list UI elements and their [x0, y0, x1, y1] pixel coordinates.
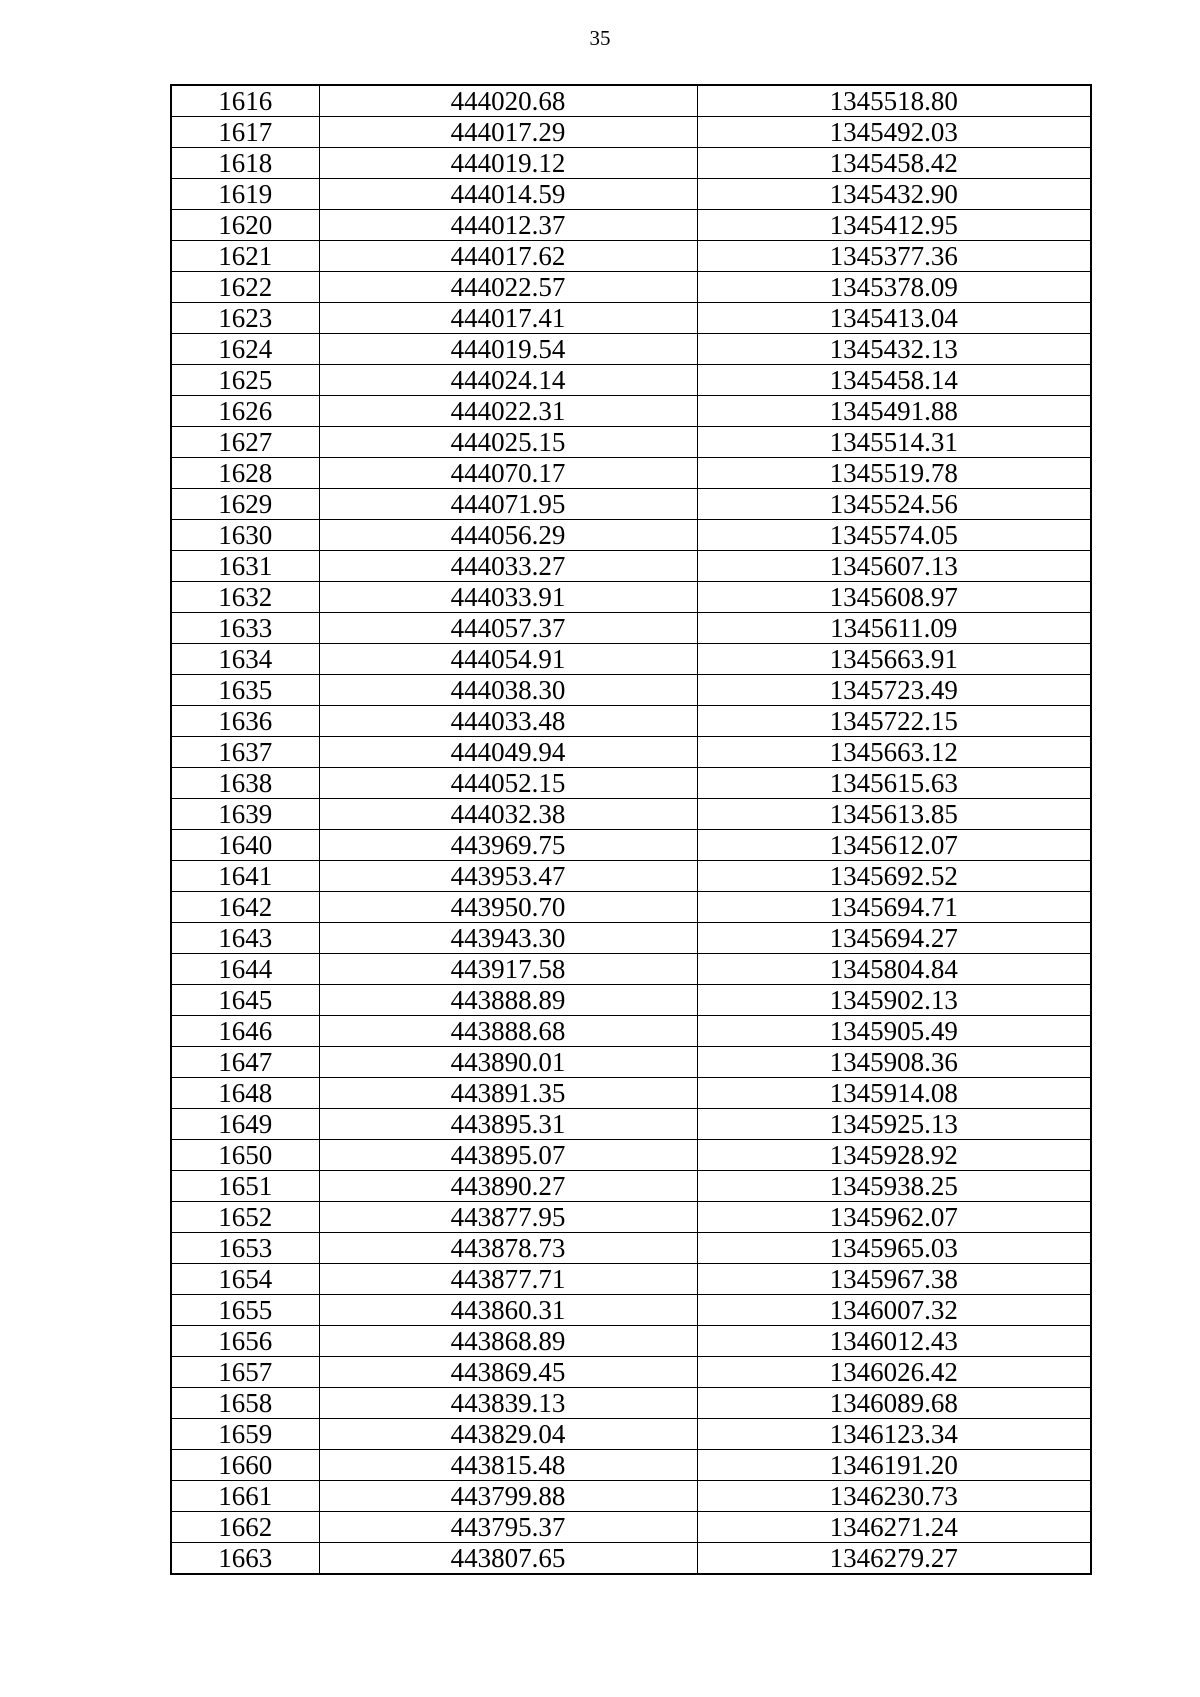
table-row	[171, 272, 1091, 303]
point-number-cell: 1627	[171, 427, 319, 458]
table-row	[171, 861, 1091, 892]
point-number-cell: 1618	[171, 148, 319, 179]
y-coordinate-cell: 1346026.42	[697, 1357, 1091, 1388]
x-coordinate-cell: 444012.37	[319, 210, 697, 241]
point-number-cell: 1630	[171, 520, 319, 551]
y-coordinate-cell: 1345694.27	[697, 923, 1091, 954]
table-row	[171, 830, 1091, 861]
y-coordinate-cell: 1346191.20	[697, 1450, 1091, 1481]
table-row	[171, 1326, 1091, 1357]
table-row	[171, 954, 1091, 985]
point-number-cell: 1634	[171, 644, 319, 675]
point-number-cell: 1644	[171, 954, 319, 985]
table-row	[171, 1078, 1091, 1109]
table-row	[171, 520, 1091, 551]
table-row	[171, 923, 1091, 954]
point-number-cell: 1653	[171, 1233, 319, 1264]
point-number-cell: 1637	[171, 737, 319, 768]
table-row	[171, 644, 1091, 675]
y-coordinate-cell: 1345925.13	[697, 1109, 1091, 1140]
x-coordinate-cell: 443839.13	[319, 1388, 697, 1419]
y-coordinate-cell: 1345914.08	[697, 1078, 1091, 1109]
y-coordinate-cell: 1345722.15	[697, 706, 1091, 737]
point-number-cell: 1640	[171, 830, 319, 861]
y-coordinate-cell: 1345458.42	[697, 148, 1091, 179]
table-row	[171, 334, 1091, 365]
y-coordinate-cell: 1346012.43	[697, 1326, 1091, 1357]
y-coordinate-cell: 1345608.97	[697, 582, 1091, 613]
y-coordinate-cell: 1345412.95	[697, 210, 1091, 241]
table-row	[171, 303, 1091, 334]
x-coordinate-cell: 444022.57	[319, 272, 697, 303]
point-number-cell: 1646	[171, 1016, 319, 1047]
x-coordinate-cell: 444038.30	[319, 675, 697, 706]
table-row	[171, 85, 1091, 117]
y-coordinate-cell: 1345905.49	[697, 1016, 1091, 1047]
x-coordinate-cell: 444071.95	[319, 489, 697, 520]
y-coordinate-cell: 1345908.36	[697, 1047, 1091, 1078]
y-coordinate-cell: 1345432.13	[697, 334, 1091, 365]
x-coordinate-cell: 443890.27	[319, 1171, 697, 1202]
x-coordinate-cell: 443807.65	[319, 1543, 697, 1575]
table-row	[171, 1388, 1091, 1419]
coordinates-table	[170, 84, 1092, 1575]
point-number-cell: 1660	[171, 1450, 319, 1481]
y-coordinate-cell: 1345491.88	[697, 396, 1091, 427]
point-number-cell: 1663	[171, 1543, 319, 1575]
y-coordinate-cell: 1345514.31	[697, 427, 1091, 458]
page-number: 35	[589, 26, 611, 50]
y-coordinate-cell: 1345965.03	[697, 1233, 1091, 1264]
x-coordinate-cell: 443878.73	[319, 1233, 697, 1264]
point-number-cell: 1655	[171, 1295, 319, 1326]
y-coordinate-cell: 1345524.56	[697, 489, 1091, 520]
y-coordinate-cell: 1346230.73	[697, 1481, 1091, 1512]
table-row	[171, 365, 1091, 396]
point-number-cell: 1649	[171, 1109, 319, 1140]
x-coordinate-cell: 443891.35	[319, 1078, 697, 1109]
x-coordinate-cell: 444014.59	[319, 179, 697, 210]
x-coordinate-cell: 443829.04	[319, 1419, 697, 1450]
x-coordinate-cell: 444020.68	[319, 85, 697, 117]
table-row	[171, 241, 1091, 272]
x-coordinate-cell: 443969.75	[319, 830, 697, 861]
y-coordinate-cell: 1345692.52	[697, 861, 1091, 892]
x-coordinate-cell: 444049.94	[319, 737, 697, 768]
x-coordinate-cell: 443877.71	[319, 1264, 697, 1295]
table-row	[171, 1109, 1091, 1140]
point-number-cell: 1657	[171, 1357, 319, 1388]
y-coordinate-cell: 1345928.92	[697, 1140, 1091, 1171]
point-number-cell: 1632	[171, 582, 319, 613]
point-number-cell: 1650	[171, 1140, 319, 1171]
y-coordinate-cell: 1346279.27	[697, 1543, 1091, 1575]
x-coordinate-cell: 443860.31	[319, 1295, 697, 1326]
point-number-cell: 1624	[171, 334, 319, 365]
y-coordinate-cell: 1345613.85	[697, 799, 1091, 830]
x-coordinate-cell: 443888.89	[319, 985, 697, 1016]
y-coordinate-cell: 1345518.80	[697, 85, 1091, 117]
x-coordinate-cell: 443877.95	[319, 1202, 697, 1233]
x-coordinate-cell: 444017.62	[319, 241, 697, 272]
point-number-cell: 1622	[171, 272, 319, 303]
x-coordinate-cell: 444022.31	[319, 396, 697, 427]
point-number-cell: 1633	[171, 613, 319, 644]
x-coordinate-cell: 443869.45	[319, 1357, 697, 1388]
x-coordinate-cell: 444017.41	[319, 303, 697, 334]
table-row	[171, 1264, 1091, 1295]
point-number-cell: 1656	[171, 1326, 319, 1357]
y-coordinate-cell: 1345377.36	[697, 241, 1091, 272]
point-number-cell: 1628	[171, 458, 319, 489]
point-number-cell: 1654	[171, 1264, 319, 1295]
x-coordinate-cell: 443815.48	[319, 1450, 697, 1481]
x-coordinate-cell: 444056.29	[319, 520, 697, 551]
x-coordinate-cell: 444052.15	[319, 768, 697, 799]
point-number-cell: 1638	[171, 768, 319, 799]
y-coordinate-cell: 1345962.07	[697, 1202, 1091, 1233]
y-coordinate-cell: 1346123.34	[697, 1419, 1091, 1450]
y-coordinate-cell: 1345663.91	[697, 644, 1091, 675]
x-coordinate-cell: 444033.48	[319, 706, 697, 737]
y-coordinate-cell: 1345663.12	[697, 737, 1091, 768]
point-number-cell: 1641	[171, 861, 319, 892]
point-number-cell: 1639	[171, 799, 319, 830]
y-coordinate-cell: 1345432.90	[697, 179, 1091, 210]
table-row	[171, 1419, 1091, 1450]
point-number-cell: 1647	[171, 1047, 319, 1078]
table-row	[171, 1233, 1091, 1264]
table-row	[171, 489, 1091, 520]
x-coordinate-cell: 443943.30	[319, 923, 697, 954]
x-coordinate-cell: 443953.47	[319, 861, 697, 892]
point-number-cell: 1620	[171, 210, 319, 241]
y-coordinate-cell: 1345607.13	[697, 551, 1091, 582]
table-row	[171, 1016, 1091, 1047]
point-number-cell: 1658	[171, 1388, 319, 1419]
x-coordinate-cell: 443950.70	[319, 892, 697, 923]
table-row	[171, 613, 1091, 644]
point-number-cell: 1631	[171, 551, 319, 582]
table-row	[171, 427, 1091, 458]
point-number-cell: 1619	[171, 179, 319, 210]
x-coordinate-cell: 443890.01	[319, 1047, 697, 1078]
point-number-cell: 1648	[171, 1078, 319, 1109]
point-number-cell: 1617	[171, 117, 319, 148]
point-number-cell: 1659	[171, 1419, 319, 1450]
x-coordinate-cell: 444033.27	[319, 551, 697, 582]
y-coordinate-cell: 1345492.03	[697, 117, 1091, 148]
x-coordinate-cell: 444070.17	[319, 458, 697, 489]
x-coordinate-cell: 444025.15	[319, 427, 697, 458]
y-coordinate-cell: 1345611.09	[697, 613, 1091, 644]
y-coordinate-cell: 1345804.84	[697, 954, 1091, 985]
point-number-cell: 1625	[171, 365, 319, 396]
x-coordinate-cell: 443888.68	[319, 1016, 697, 1047]
y-coordinate-cell: 1346007.32	[697, 1295, 1091, 1326]
point-number-cell: 1652	[171, 1202, 319, 1233]
table-row	[171, 1140, 1091, 1171]
y-coordinate-cell: 1345694.71	[697, 892, 1091, 923]
point-number-cell: 1661	[171, 1481, 319, 1512]
y-coordinate-cell: 1345378.09	[697, 272, 1091, 303]
x-coordinate-cell: 443799.88	[319, 1481, 697, 1512]
x-coordinate-cell: 444032.38	[319, 799, 697, 830]
y-coordinate-cell: 1345413.04	[697, 303, 1091, 334]
table-row	[171, 148, 1091, 179]
x-coordinate-cell: 444033.91	[319, 582, 697, 613]
point-number-cell: 1621	[171, 241, 319, 272]
point-number-cell: 1623	[171, 303, 319, 334]
point-number-cell: 1645	[171, 985, 319, 1016]
x-coordinate-cell: 443917.58	[319, 954, 697, 985]
y-coordinate-cell: 1345458.14	[697, 365, 1091, 396]
table-row	[171, 985, 1091, 1016]
table-row	[171, 396, 1091, 427]
point-number-cell: 1643	[171, 923, 319, 954]
table-row	[171, 1512, 1091, 1543]
table-row	[171, 458, 1091, 489]
table-row	[171, 1202, 1091, 1233]
table-row	[171, 582, 1091, 613]
x-coordinate-cell: 443895.31	[319, 1109, 697, 1140]
y-coordinate-cell: 1345967.38	[697, 1264, 1091, 1295]
y-coordinate-cell: 1346271.24	[697, 1512, 1091, 1543]
x-coordinate-cell: 444054.91	[319, 644, 697, 675]
coordinates-table-body	[171, 85, 1091, 1574]
x-coordinate-cell: 444019.54	[319, 334, 697, 365]
table-row	[171, 1481, 1091, 1512]
point-number-cell: 1642	[171, 892, 319, 923]
table-row	[171, 675, 1091, 706]
table-row	[171, 706, 1091, 737]
point-number-cell: 1651	[171, 1171, 319, 1202]
table-row	[171, 1543, 1091, 1575]
table-row	[171, 892, 1091, 923]
x-coordinate-cell: 443868.89	[319, 1326, 697, 1357]
table-row	[171, 737, 1091, 768]
x-coordinate-cell: 444024.14	[319, 365, 697, 396]
point-number-cell: 1616	[171, 85, 319, 117]
table-row	[171, 551, 1091, 582]
table-row	[171, 1357, 1091, 1388]
point-number-cell: 1635	[171, 675, 319, 706]
table-row	[171, 1450, 1091, 1481]
y-coordinate-cell: 1346089.68	[697, 1388, 1091, 1419]
table-row	[171, 768, 1091, 799]
table-row	[171, 117, 1091, 148]
point-number-cell: 1662	[171, 1512, 319, 1543]
table-row	[171, 799, 1091, 830]
table-row	[171, 1047, 1091, 1078]
y-coordinate-cell: 1345902.13	[697, 985, 1091, 1016]
point-number-cell: 1626	[171, 396, 319, 427]
x-coordinate-cell: 444019.12	[319, 148, 697, 179]
table-row	[171, 1171, 1091, 1202]
point-number-cell: 1629	[171, 489, 319, 520]
y-coordinate-cell: 1345574.05	[697, 520, 1091, 551]
point-number-cell: 1636	[171, 706, 319, 737]
table-row	[171, 179, 1091, 210]
x-coordinate-cell: 443795.37	[319, 1512, 697, 1543]
y-coordinate-cell: 1345723.49	[697, 675, 1091, 706]
table-row	[171, 1295, 1091, 1326]
y-coordinate-cell: 1345519.78	[697, 458, 1091, 489]
y-coordinate-cell: 1345938.25	[697, 1171, 1091, 1202]
table-row	[171, 210, 1091, 241]
x-coordinate-cell: 444057.37	[319, 613, 697, 644]
y-coordinate-cell: 1345615.63	[697, 768, 1091, 799]
x-coordinate-cell: 443895.07	[319, 1140, 697, 1171]
x-coordinate-cell: 444017.29	[319, 117, 697, 148]
y-coordinate-cell: 1345612.07	[697, 830, 1091, 861]
